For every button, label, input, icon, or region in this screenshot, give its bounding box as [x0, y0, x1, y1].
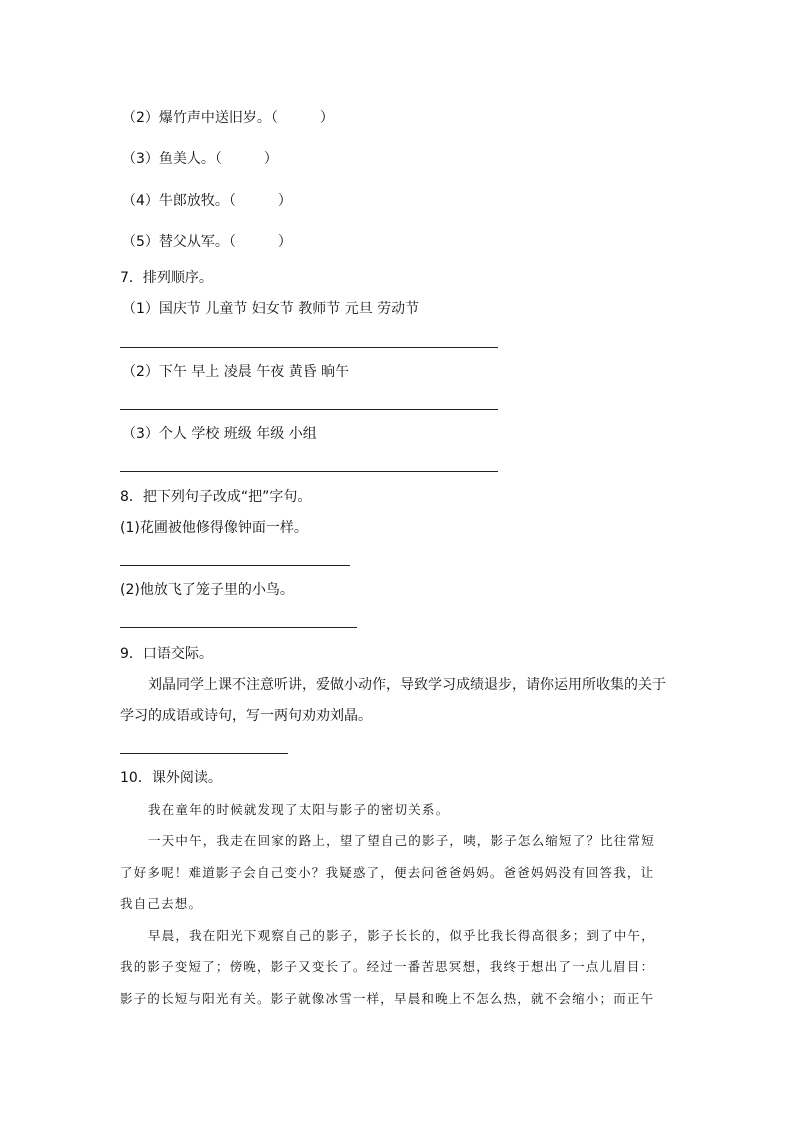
answer-line[interactable]: [120, 347, 498, 348]
q9-title: 9．口语交际。: [120, 646, 213, 662]
q6-item-3: （3）鱼美人。（ ）: [122, 151, 278, 167]
q8-item-1: (1)花圃被他修得像钟面一样。: [120, 520, 308, 536]
q7-item-3: （3）个人 学校 班级 年级 小组: [122, 426, 317, 442]
reading-paragraph-line: 我自己去想。: [120, 896, 203, 911]
answer-line[interactable]: [120, 565, 350, 566]
q6-item-5: （5）替父从军。（ ）: [122, 234, 292, 250]
q8-title: 8．把下列句子改成“把”字句。: [120, 489, 312, 505]
reading-paragraph-line: 我的影子变短了；傍晚，影子又变长了。经过一番苦思冥想，我终于想出了一点儿眉目：: [120, 959, 655, 974]
answer-line[interactable]: [120, 627, 357, 628]
reading-paragraph-line: 一天中午，我走在回家的路上，望了望自己的影子，咦，影子怎么缩短了？比往常短: [148, 833, 655, 848]
reading-paragraph-line: 我在童年的时候就发现了太阳与影子的密切关系。: [148, 802, 450, 817]
q9-prompt-line-2: 学习的成语或诗句，写一两句劝劝刘晶。: [120, 708, 372, 724]
reading-paragraph-line: 早晨，我在阳光下观察自己的影子，影子长长的，似乎比我长得高很多；到了中午，: [148, 928, 655, 943]
q10-title: 10．课外阅读。: [120, 770, 222, 786]
reading-paragraph-line: 了好多呢！难道影子会自己变小？我疑惑了，便去问爸爸妈妈。爸爸妈妈没有回答我，让: [120, 865, 655, 880]
answer-line[interactable]: [120, 471, 498, 472]
q7-item-2: （2）下午 早上 凌晨 午夜 黄昏 晌午: [122, 364, 350, 380]
q9-prompt-line-1: 刘晶同学上课不注意听讲，爱做小动作，导致学习成绩退步，请你运用所收集的关于: [148, 677, 666, 693]
q8-item-2: (2)他放飞了笼子里的小鸟。: [120, 582, 294, 598]
q7-item-1: （1）国庆节 儿童节 妇女节 教师节 元旦 劳动节: [122, 301, 420, 317]
answer-line[interactable]: [120, 753, 288, 754]
q7-title: 7．排列顺序。: [120, 270, 213, 286]
q6-item-2: （2）爆竹声中送旧岁。（ ）: [122, 110, 334, 126]
q6-item-4: （4）牛郎放牧。（ ）: [122, 193, 292, 209]
reading-paragraph-line: 影子的长短与阳光有关。影子就像冰雪一样，早晨和晚上不怎么热，就不会缩小；而正午: [120, 991, 655, 1006]
answer-line[interactable]: [120, 409, 498, 410]
